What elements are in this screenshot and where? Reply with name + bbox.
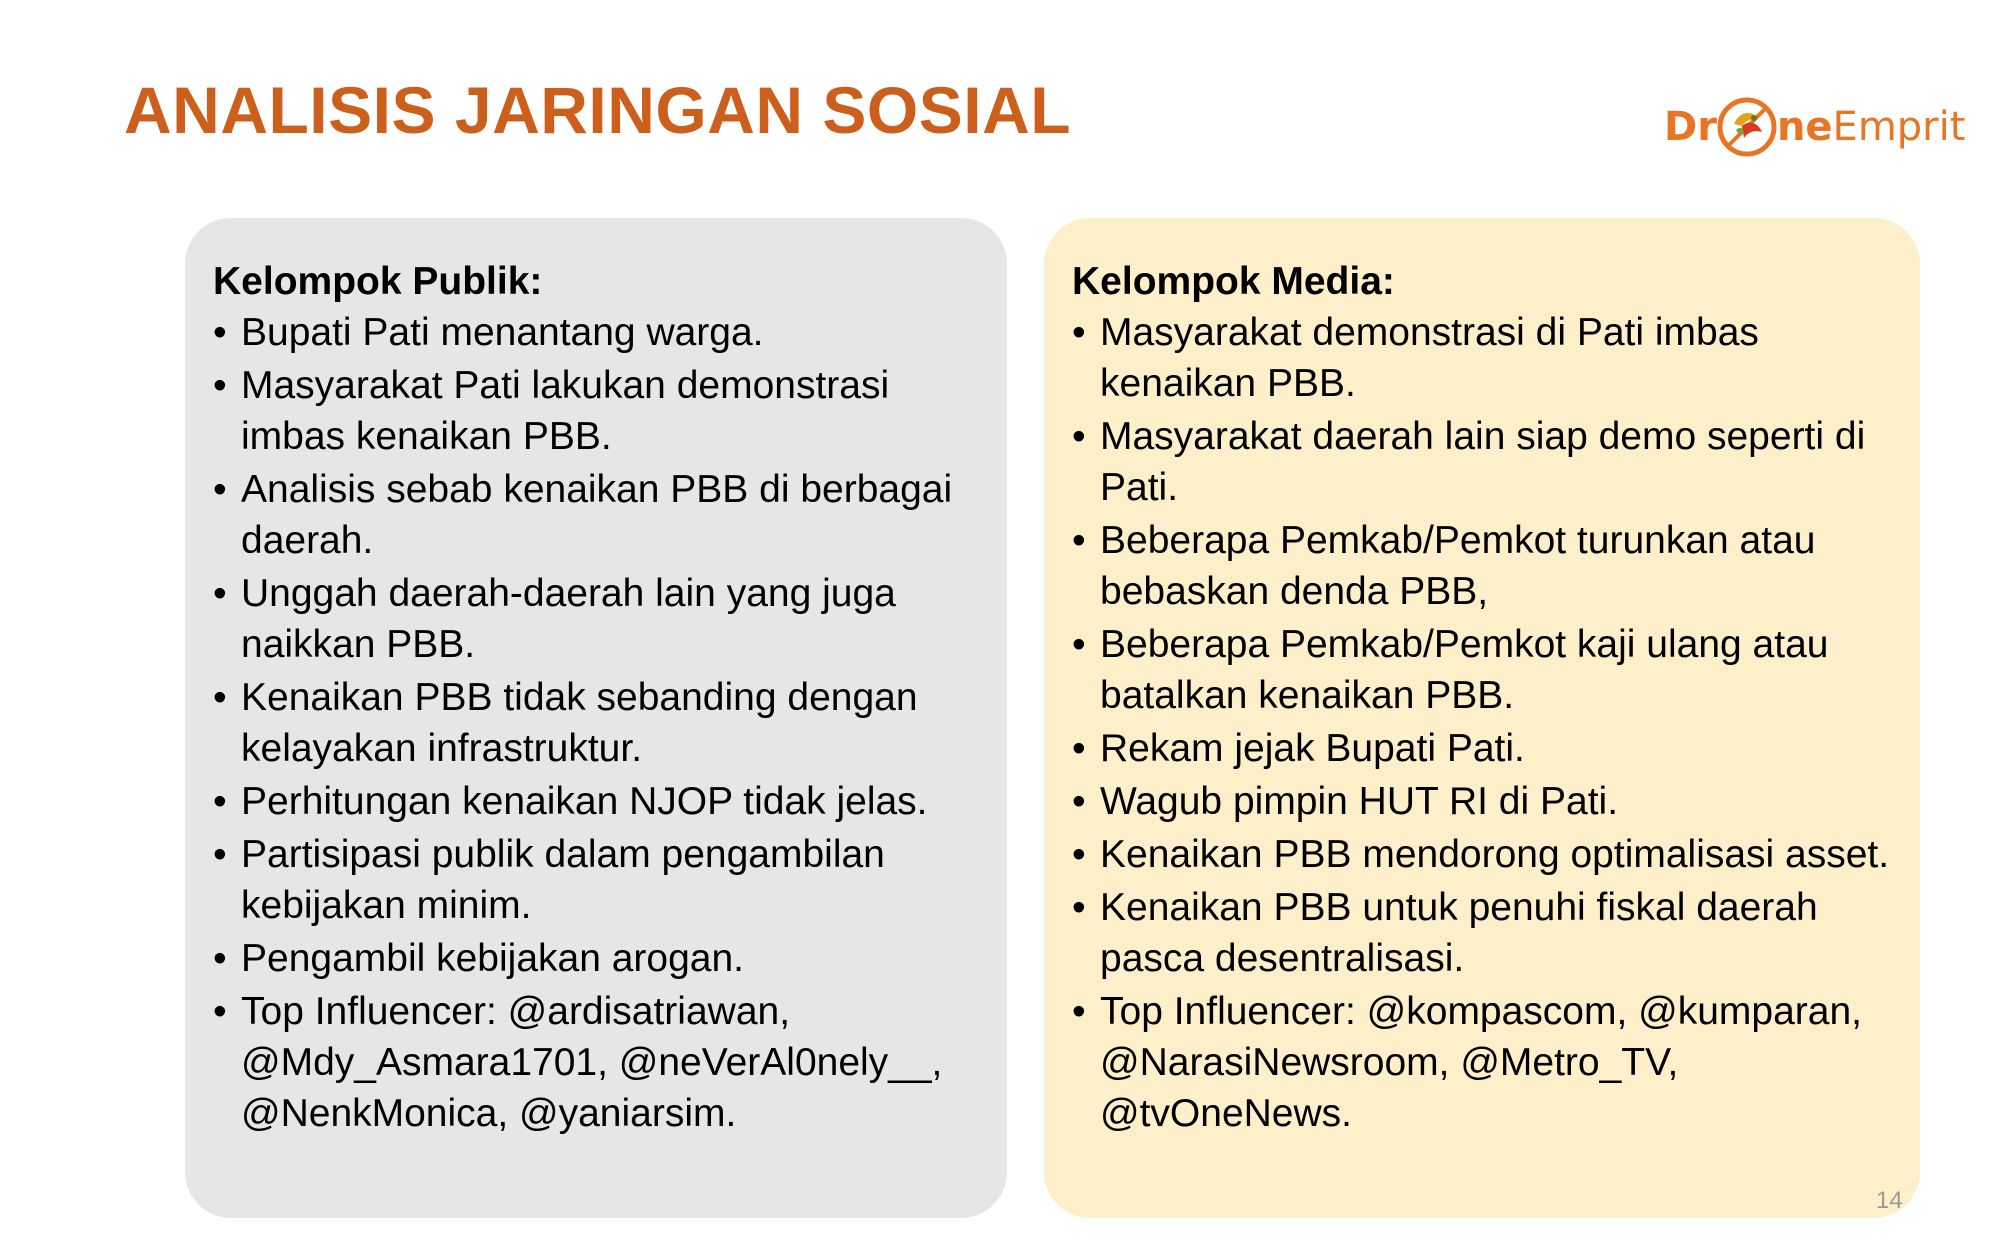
list-item bbox=[213, 933, 981, 984]
list-item-text: Analisis sebab kenaikan PBB di berbagai daerah. bbox=[241, 468, 953, 562]
list-item-text: Beberapa Pemkab/Pemkot kaji ulang atau batalkan kenaikan PBB. bbox=[1100, 623, 1829, 717]
list-item-text: Masyarakat demonstrasi di Pati imbas kenaikan PBB. bbox=[1100, 311, 1759, 405]
logo-text-part1: Dr bbox=[1664, 104, 1717, 150]
list-item-text: Perhitungan kenaikan NJOP tidak jelas. bbox=[241, 780, 928, 823]
list-item bbox=[213, 464, 981, 566]
list-item bbox=[1072, 776, 1894, 827]
list-item-text: Kenaikan PBB mendorong optimalisasi asset. bbox=[1100, 833, 1890, 876]
list-item bbox=[1072, 307, 1894, 409]
bullet: • bbox=[1072, 311, 1086, 354]
kelompok-media-heading: Kelompok Media: bbox=[1072, 260, 1395, 303]
list-item-text: Wagub pimpin HUT RI di Pati. bbox=[1100, 780, 1619, 823]
bullet: • bbox=[213, 311, 227, 354]
list-item bbox=[1072, 986, 1894, 1139]
list-item bbox=[1072, 882, 1894, 984]
list-item bbox=[213, 307, 981, 358]
list-item-text: Unggah daerah-daerah lain yang juga naikkan PBB. bbox=[241, 572, 896, 666]
list-item-text: Rekam jejak Bupati Pati. bbox=[1100, 727, 1525, 770]
slide-title: ANALISIS JARINGAN SOSIAL bbox=[124, 73, 1072, 147]
drone-bird-icon bbox=[1714, 94, 1780, 160]
list-item-text: Beberapa Pemkab/Pemkot turunkan atau bebaskan denda PBB, bbox=[1100, 519, 1816, 613]
bullet: • bbox=[213, 364, 227, 407]
kelompok-publik-panel bbox=[185, 218, 1007, 1218]
list-item-text: Partisipasi publik dalam pengambilan kebijakan minim. bbox=[241, 833, 885, 927]
bullet: • bbox=[1072, 833, 1086, 876]
list-item bbox=[213, 568, 981, 670]
page-number: 14 bbox=[1876, 1187, 1903, 1214]
list-item-text: Top Influencer: @kompascom, @kumparan, @NarasiNewsroom, @Metro_TV, @tvOneNews. bbox=[1100, 990, 1863, 1135]
list-item bbox=[1072, 411, 1894, 513]
drone-emprit-logo bbox=[1664, 92, 1965, 162]
bullet: • bbox=[213, 833, 227, 876]
kelompok-media-list bbox=[1072, 307, 1894, 1139]
list-item-text: Kenaikan PBB untuk penuhi fiskal daerah pasca desentralisasi. bbox=[1100, 886, 1818, 980]
list-item bbox=[213, 776, 981, 827]
logo-text-part3: Emprit bbox=[1832, 104, 1966, 150]
list-item bbox=[1072, 829, 1894, 880]
bullet: • bbox=[213, 572, 227, 615]
bullet: • bbox=[1072, 990, 1086, 1033]
list-item bbox=[1072, 515, 1894, 617]
bullet: • bbox=[213, 990, 227, 1033]
list-item bbox=[1072, 619, 1894, 721]
list-item bbox=[213, 672, 981, 774]
list-item bbox=[213, 829, 981, 931]
list-item bbox=[213, 360, 981, 462]
list-item-text: Kenaikan PBB tidak sebanding dengan kelayakan infrastruktur. bbox=[241, 676, 918, 770]
kelompok-media-panel bbox=[1044, 218, 1920, 1218]
bullet: • bbox=[213, 676, 227, 719]
kelompok-publik-heading: Kelompok Publik: bbox=[213, 260, 543, 303]
kelompok-publik-list bbox=[213, 307, 981, 1139]
list-item bbox=[213, 986, 981, 1139]
list-item-text: Bupati Pati menantang warga. bbox=[241, 311, 764, 354]
bullet: • bbox=[213, 780, 227, 823]
bullet: • bbox=[1072, 519, 1086, 562]
logo-text-part2: ne bbox=[1776, 104, 1833, 150]
bullet: • bbox=[1072, 780, 1086, 823]
bullet: • bbox=[1072, 886, 1086, 929]
bullet: • bbox=[213, 468, 227, 511]
list-item-text: Masyarakat Pati lakukan demonstrasi imbas kenaikan PBB. bbox=[241, 364, 890, 458]
bullet: • bbox=[1072, 415, 1086, 458]
list-item-text: Pengambil kebijakan arogan. bbox=[241, 937, 745, 980]
list-item-text: Masyarakat daerah lain siap demo seperti di Pati. bbox=[1100, 415, 1866, 509]
list-item-text: Top Influencer: @ardisatriawan, @Mdy_Asmara1701, @neVerAl0nely__, @NenkMonica, @yaniarsim. bbox=[241, 990, 943, 1135]
bullet: • bbox=[1072, 727, 1086, 770]
bullet: • bbox=[213, 937, 227, 980]
bullet: • bbox=[1072, 623, 1086, 666]
list-item bbox=[1072, 723, 1894, 774]
